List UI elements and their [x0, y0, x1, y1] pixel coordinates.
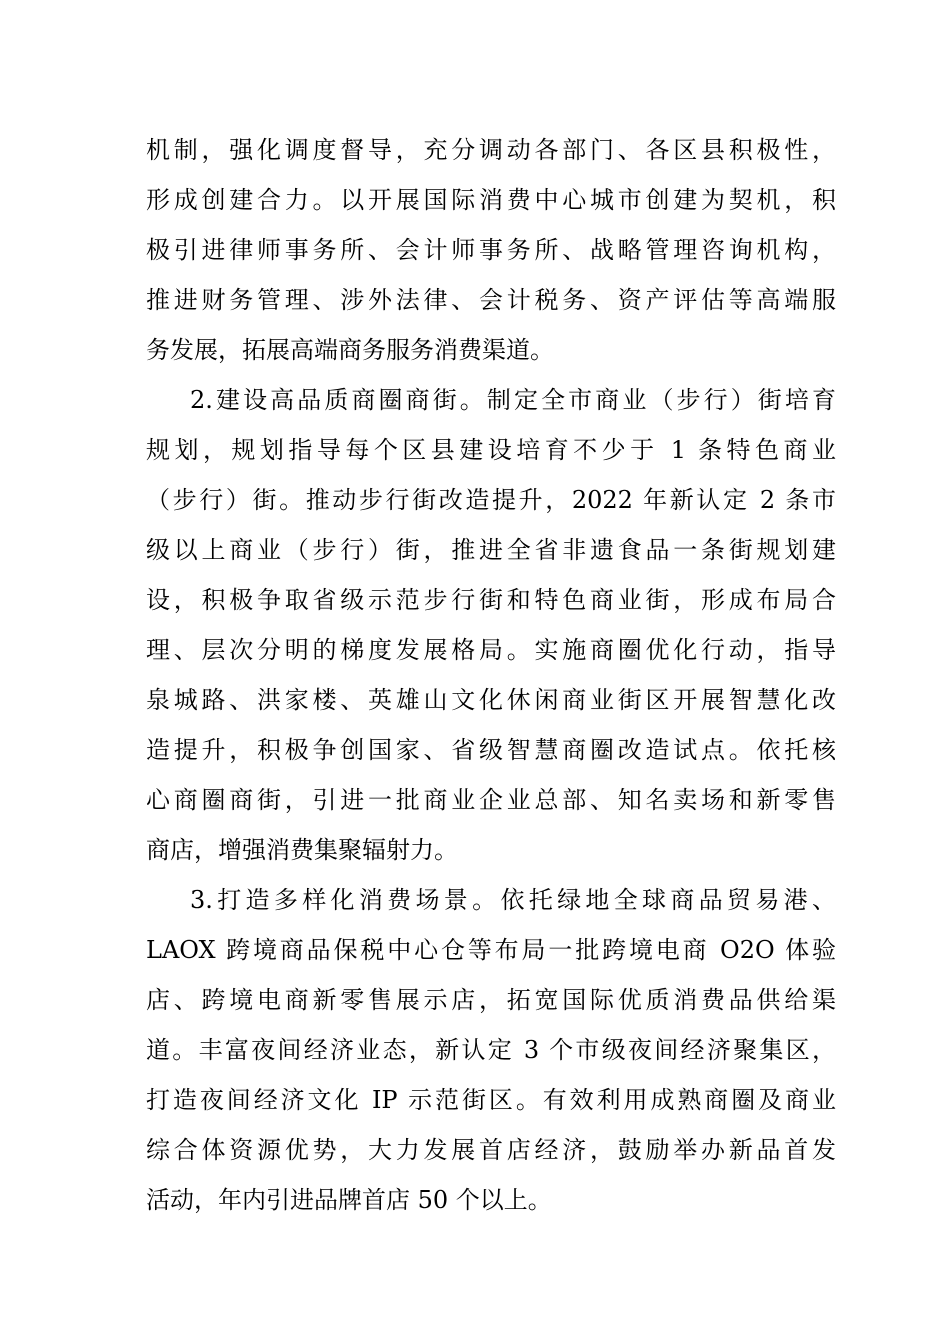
text-line-20: 打造夜间经济文化 IP 示范街区。有效利用成熟商圈及商业 — [146, 1086, 836, 1114]
text-line-5: 务发展，拓展高端商务服务消费渠道。 — [146, 336, 554, 364]
text-line-22: 活动，年内引进品牌首店 50 个以上。 — [146, 1186, 552, 1214]
text-line-12: 泉城路、洪家楼、英雄山文化休闲商业街区开展智慧化改 — [146, 686, 836, 714]
text-line-17: LAOX 跨境商品保税中心仓等布局一批跨境电商 O2O 体验 — [146, 936, 836, 964]
text-line-19: 道。丰富夜间经济业态，新认定 3 个市级夜间经济聚集区， — [146, 1036, 836, 1064]
text-line-15: 商店，增强消费集聚辐射力。 — [146, 836, 458, 864]
text-line-18: 店、跨境电商新零售展示店，拓宽国际优质消费品供给渠 — [146, 986, 836, 1014]
text-line-14: 心商圈商街，引进一批商业企业总部、知名卖场和新零售 — [146, 786, 836, 814]
text-line-9: 级以上商业（步行）街，推进全省非遗食品一条街规划建 — [146, 536, 836, 564]
text-line-4: 推进财务管理、涉外法律、会计税务、资产评估等高端服 — [146, 286, 836, 314]
text-line-8: （步行）街。推动步行街改造提升，2022 年新认定 2 条市 — [146, 486, 836, 514]
text-line-11: 理、层次分明的梯度发展格局。实施商圈优化行动，指导 — [146, 636, 836, 664]
section-2-heading-line: 2.建设高品质商圈商街。制定全市商业（步行）街培育 — [190, 386, 836, 414]
text-line-7: 规划，规划指导每个区县建设培育不少于 1 条特色商业 — [146, 436, 836, 464]
text-line-10: 设，积极争取省级示范步行街和特色商业街，形成布局合 — [146, 586, 836, 614]
text-line-2: 形成创建合力。以开展国际消费中心城市创建为契机，积 — [146, 186, 836, 214]
text-line-1: 机制，强化调度督导，充分调动各部门、各区县积极性， — [146, 136, 836, 164]
section-3-heading-line: 3.打造多样化消费场景。依托绿地全球商品贸易港、 — [190, 886, 836, 914]
text-line-13: 造提升，积极争创国家、省级智慧商圈改造试点。依托核 — [146, 736, 836, 764]
text-line-3: 极引进律师事务所、会计师事务所、战略管理咨询机构， — [146, 236, 836, 264]
text-line-21: 综合体资源优势，大力发展首店经济，鼓励举办新品首发 — [146, 1136, 836, 1164]
